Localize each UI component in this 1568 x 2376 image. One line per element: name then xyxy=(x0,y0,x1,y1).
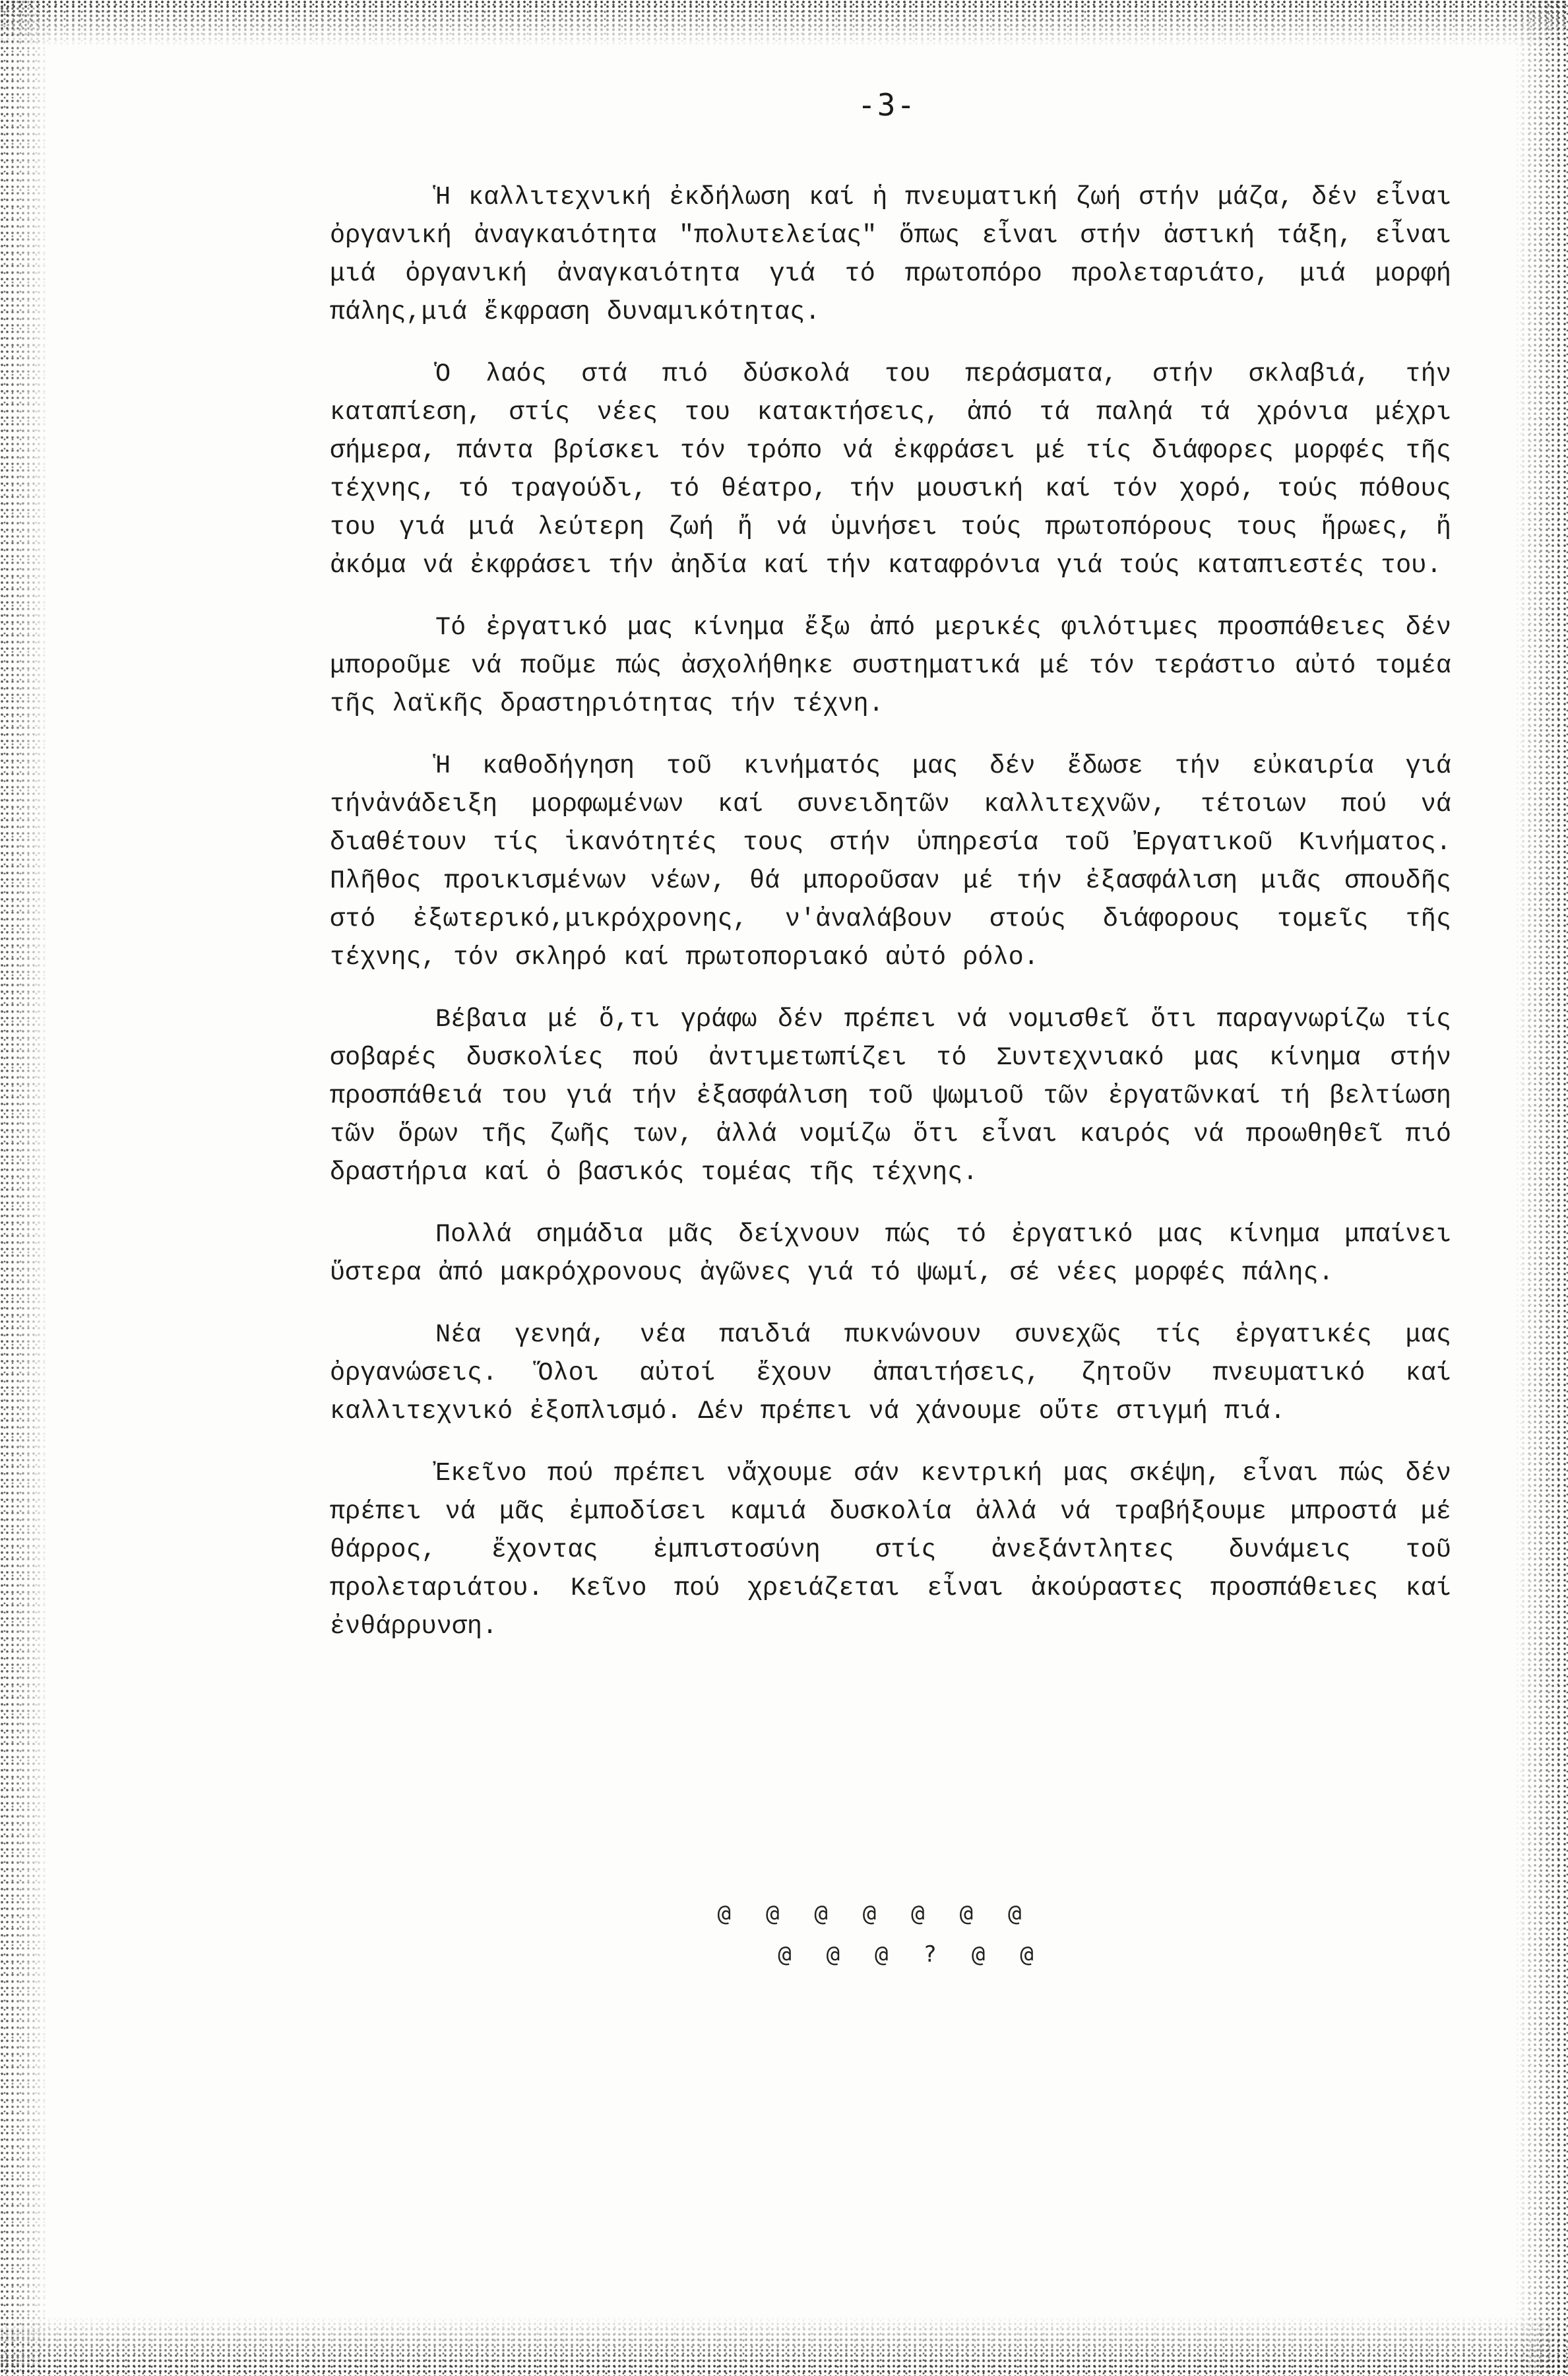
paragraph-1: Ἡ καλλιτεχνική ἐκδήλωση καί ἡ πνευματική ζωή στήν μάζα, δέν εἶναι ὀργανική ἀναγκαιότητα "πολυτελείας" ὅπως εἶναι στήν ἀστική τάξη, εἶναι μιά ὀργανική ἀναγκαιότητα γιά τό πρωτοπόρο προλεταριάτο, μιά μορφή πάλης,μιά ἔκφραση δυναμικότητας. xyxy=(330,183,1451,327)
paragraph-4: Ἡ καθοδήγηση τοῦ κινήματός μας δέν ἔδωσε τήν εὐκαιρία γιά τήνἀνάδειξη μορφωμένων καί συνειδητῶν καλλιτεχνῶν, τέτοιων πού νά διαθέτουν τίς ἱκανότητές τους στήν ὑπηρεσία τοῦ Ἐργατικοῦ Κινήματος. Πλῆθος προικισμένων νέων, θά μποροῦσαν μέ τήν ἐξασφάλιση μιᾶς σπουδῆς στό ἐξωτερικό,μικρόχρονης, ν'ἀναλάβουν στούς διάφορους τομεῖς τῆς τέχνης, τόν σκληρό καί πρωτοποριακό αὐτό ρόλο. xyxy=(330,752,1451,972)
ornament-row-1: @ @ @ @ @ @ @ xyxy=(717,1900,1024,1927)
ornament-row-2: @ @ @ ? @ @ xyxy=(778,1941,1036,1968)
paragraph-8: Ἐκεῖνο πού πρέπει νἄχουμε σάν κεντρική μας σκέψη, εἶναι πώς δέν πρέπει νά μᾶς ἐμποδίσει καμιά δυσκολία ἀλλά νά τραβήξουμε μπροστά μέ θάρρος, ἔχοντας ἐμπιστοσύνη στίς ἀνεξάντλητες δυνάμεις τοῦ προλεταριάτου. Κεῖνο πού χρειάζεται εἶναι ἀκούραστες προσπάθειες καί ἐνθάρρυνση. xyxy=(330,1459,1451,1641)
page-number: -3- xyxy=(858,87,917,123)
scan-noise-left xyxy=(0,0,49,2376)
paragraph-7: Νέα γενηά, νέα παιδιά πυκνώνουν συνεχῶς τίς ἐργατικές μας ὀργανώσεις. Ὅλοι αὐτοί ἔχουν ἀπαιτήσεις, ζητοῦν πνευματικό καί καλλιτεχνικό ἐξοπλισμό. Δέν πρέπει νά χάνουμε οὔτε στιγμή πιά. xyxy=(330,1320,1451,1426)
body-text xyxy=(330,178,1451,1669)
paragraph-2: Ὁ λαός στά πιό δύσκολά του περάσματα, στήν σκλαβιά, τήν καταπίεση, στίς νέες του κατακτήσεις, ἀπό τά παληά τά χρόνια μέχρι σήμερα, πάντα βρίσκει τόν τρόπο νά ἐκφράσει μέ τίς διάφορες μορφές τῆς τέχνης, τό τραγούδι, τό θέατρο, τήν μουσική καί τόν χορό, τούς πόθους του γιά μιά λεύτερη ζωή ἤ νά ὑμνήσει τούς πρωτοπόρους τους ἥρωες, ἤ ἀκόμα νά ἐκφράσει τήν ἀηδία καί τήν καταφρόνια γιά τούς καταπιεστές του. xyxy=(330,360,1451,580)
paragraph-5: Βέβαια μέ ὅ,τι γράφω δέν πρέπει νά νομισθεῖ ὅτι παραγνωρίζω τίς σοβαρές δυσκολίες πού ἀντιμετωπίζει τό Συντεχνιακό μας κίνημα στήν προσπάθειά του γιά τήν ἐξασφάλιση τοῦ ψωμιοῦ τῶν ἐργατῶνκαί τή βελτίωση τῶν ὅρων τῆς ζωῆς των, ἀλλά νομίζω ὅτι εἶναι καιρός νά προωθηθεῖ πιό δραστήρια καί ὁ βασικός τομέας τῆς τέχνης. xyxy=(330,1005,1451,1187)
paragraph-6: Πολλά σημάδια μᾶς δείχνουν πώς τό ἐργατικό μας κίνημα μπαίνει ὕστερα ἀπό μακρόχρονους ἀγῶνες γιά τό ψωμί, σέ νέες μορφές πάλης. xyxy=(330,1220,1451,1287)
paragraph-3: Τό ἐργατικό μας κίνημα ἔξω ἀπό μερικές φιλότιμες προσπάθειες δέν μποροῦμε νά ποῦμε πώς ἀσχολήθηκε συστηματικά μέ τόν τεράστιο αὐτό τομέα τῆς λαϊκῆς δραστηριότητας τήν τέχνη. xyxy=(330,613,1451,719)
scan-noise-bottom xyxy=(0,2317,1568,2376)
scan-noise-right xyxy=(1515,0,1568,2376)
scan-noise-top xyxy=(0,0,1568,46)
